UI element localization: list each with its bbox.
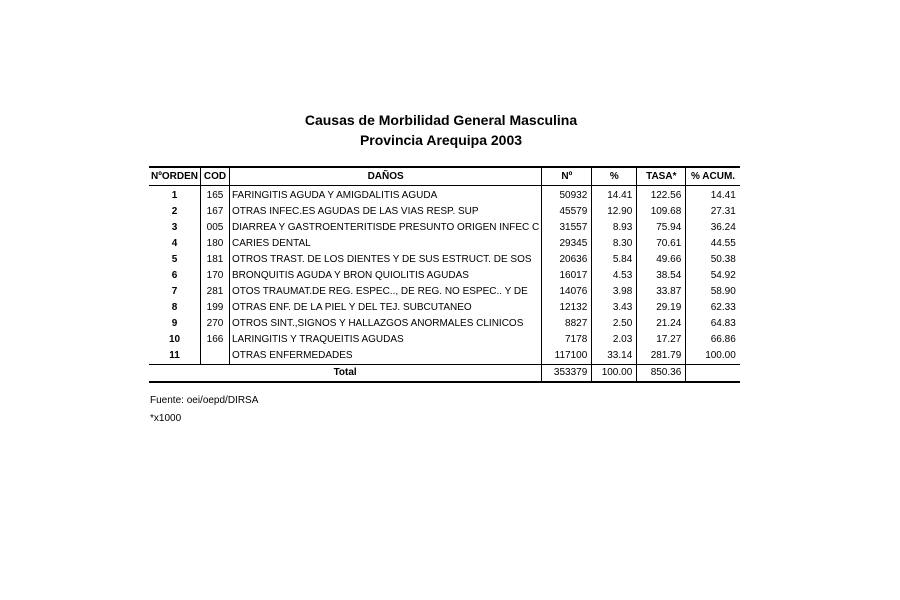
table-row (149, 348, 740, 365)
cell-acum: 58.90 (686, 284, 740, 300)
total-n: 353379 (542, 365, 592, 383)
cell-tasa: 281.79 (637, 348, 686, 365)
cell-tasa: 49.66 (637, 252, 686, 268)
table-row (149, 186, 740, 205)
header-pct: % (592, 167, 637, 186)
cell-pct: 33.14 (592, 348, 637, 365)
cell-tasa: 75.94 (637, 220, 686, 236)
header-acum: % ACUM. (686, 167, 740, 186)
cell-cause: OTRAS ENFERMEDADES (230, 348, 542, 365)
cell-cause: LARINGITIS Y TRAQUEITIS AGUDAS (230, 332, 542, 348)
cell-cause: OTROS SINT.,SIGNOS Y HALLAZGOS ANORMALES CLINICOS (230, 316, 542, 332)
cell-acum: 100.00 (686, 348, 740, 365)
cell-order: 3 (171, 222, 178, 233)
cell-n: 31557 (542, 220, 592, 236)
cell-cause: OTRAS INFEC.ES AGUDAS DE LAS VIAS RESP. SUP (230, 204, 542, 220)
cell-cod: 181 (201, 252, 230, 268)
cell-cod: 165 (201, 186, 230, 205)
cell-tasa: 17.27 (637, 332, 686, 348)
cell-cod: 281 (201, 284, 230, 300)
cell-tasa: 21.24 (637, 316, 686, 332)
table-row (149, 220, 740, 236)
cell-n: 16017 (542, 268, 592, 284)
cell-order: 11 (169, 350, 180, 361)
cell-cod: 180 (201, 236, 230, 252)
cell-tasa: 29.19 (637, 300, 686, 316)
cell-order: 1 (171, 190, 178, 201)
cell-tasa: 38.54 (637, 268, 686, 284)
cell-cause: DIARREA Y GASTROENTERITISDE PRESUNTO ORIGEN INFEC C (230, 220, 542, 236)
cell-order: 5 (171, 254, 178, 265)
cell-acum: 66.86 (686, 332, 740, 348)
cell-acum: 64.83 (686, 316, 740, 332)
total-row (149, 365, 740, 383)
cell-acum: 54.92 (686, 268, 740, 284)
cell-acum: 44.55 (686, 236, 740, 252)
cell-tasa: 33.87 (637, 284, 686, 300)
cell-cod: 270 (201, 316, 230, 332)
cell-n: 7178 (542, 332, 592, 348)
cell-n: 45579 (542, 204, 592, 220)
cell-cod: 005 (201, 220, 230, 236)
cell-acum: 62.33 (686, 300, 740, 316)
table-row (149, 300, 740, 316)
cell-n: 29345 (542, 236, 592, 252)
cell-cause: FARINGITIS AGUDA Y AMIGDALITIS AGUDA (230, 186, 542, 205)
cell-pct: 12.90 (592, 204, 637, 220)
cell-tasa: 122.56 (637, 186, 686, 205)
cell-n: 50932 (542, 186, 592, 205)
cell-pct: 8.30 (592, 236, 637, 252)
total-acum (686, 365, 740, 383)
cell-order: 6 (171, 270, 178, 281)
cell-cause: BRONQUITIS AGUDA Y BRON QUIOLITIS AGUDAS (230, 268, 542, 284)
title-line-1: Causas de Morbilidad General Masculina (304, 112, 578, 128)
table-row (149, 204, 740, 220)
header-tasa: TASA* (637, 167, 686, 186)
table-row (149, 316, 740, 332)
table-row (149, 332, 740, 348)
cell-order: 4 (171, 238, 178, 249)
cell-pct: 8.93 (592, 220, 637, 236)
cell-n: 14076 (542, 284, 592, 300)
total-tasa: 850.36 (637, 365, 686, 383)
cell-acum: 50.38 (686, 252, 740, 268)
cell-cause: OTROS TRAST. DE LOS DIENTES Y DE SUS ESTRUCT. DE SOS (230, 252, 542, 268)
cell-n: 20636 (542, 252, 592, 268)
header-order: NºORDEN (149, 167, 201, 186)
table-row (149, 252, 740, 268)
cell-pct: 3.98 (592, 284, 637, 300)
cell-order: 7 (171, 286, 178, 297)
cell-tasa: 109.68 (637, 204, 686, 220)
total-label: Total (149, 365, 542, 383)
cell-pct: 2.50 (592, 316, 637, 332)
cell-acum: 14.41 (686, 186, 740, 205)
footnote: *x1000 (150, 413, 182, 424)
header-n: Nº (542, 167, 592, 186)
cell-cod: 199 (201, 300, 230, 316)
table-row (149, 284, 740, 300)
cell-tasa: 70.61 (637, 236, 686, 252)
cell-cod: 170 (201, 268, 230, 284)
cell-order: 8 (171, 302, 178, 313)
cell-acum: 36.24 (686, 220, 740, 236)
cell-n: 117100 (542, 348, 592, 365)
header-cod: COD (201, 167, 230, 186)
title-line-2: Provincia Arequipa 2003 (359, 132, 523, 148)
source-note: Fuente: oei/oepd/DIRSA (150, 395, 259, 406)
cell-pct: 2.03 (592, 332, 637, 348)
report-title (150, 110, 732, 150)
cell-cause: OTRAS ENF. DE LA PIEL Y DEL TEJ. SUBCUTANEO (230, 300, 542, 316)
cell-pct: 14.41 (592, 186, 637, 205)
cell-pct: 5.84 (592, 252, 637, 268)
cell-cause: OTOS TRAUMAT.DE REG. ESPEC.., DE REG. NO ESPEC.. Y DE (230, 284, 542, 300)
cell-order: 9 (171, 318, 178, 329)
cell-pct: 3.43 (592, 300, 637, 316)
cell-order: 10 (168, 334, 181, 345)
cell-acum: 27.31 (686, 204, 740, 220)
cell-cod (201, 348, 230, 365)
table-row (149, 236, 740, 252)
cell-n: 12132 (542, 300, 592, 316)
cell-order: 2 (171, 206, 178, 217)
total-pct: 100.00 (592, 365, 637, 383)
cell-cod: 166 (201, 332, 230, 348)
header-row (149, 167, 740, 186)
morbidity-table (149, 166, 740, 383)
header-danos: DAÑOS (230, 167, 542, 186)
cell-n: 8827 (542, 316, 592, 332)
cell-cause: CARIES DENTAL (230, 236, 542, 252)
table-row (149, 268, 740, 284)
cell-pct: 4.53 (592, 268, 637, 284)
cell-cod: 167 (201, 204, 230, 220)
